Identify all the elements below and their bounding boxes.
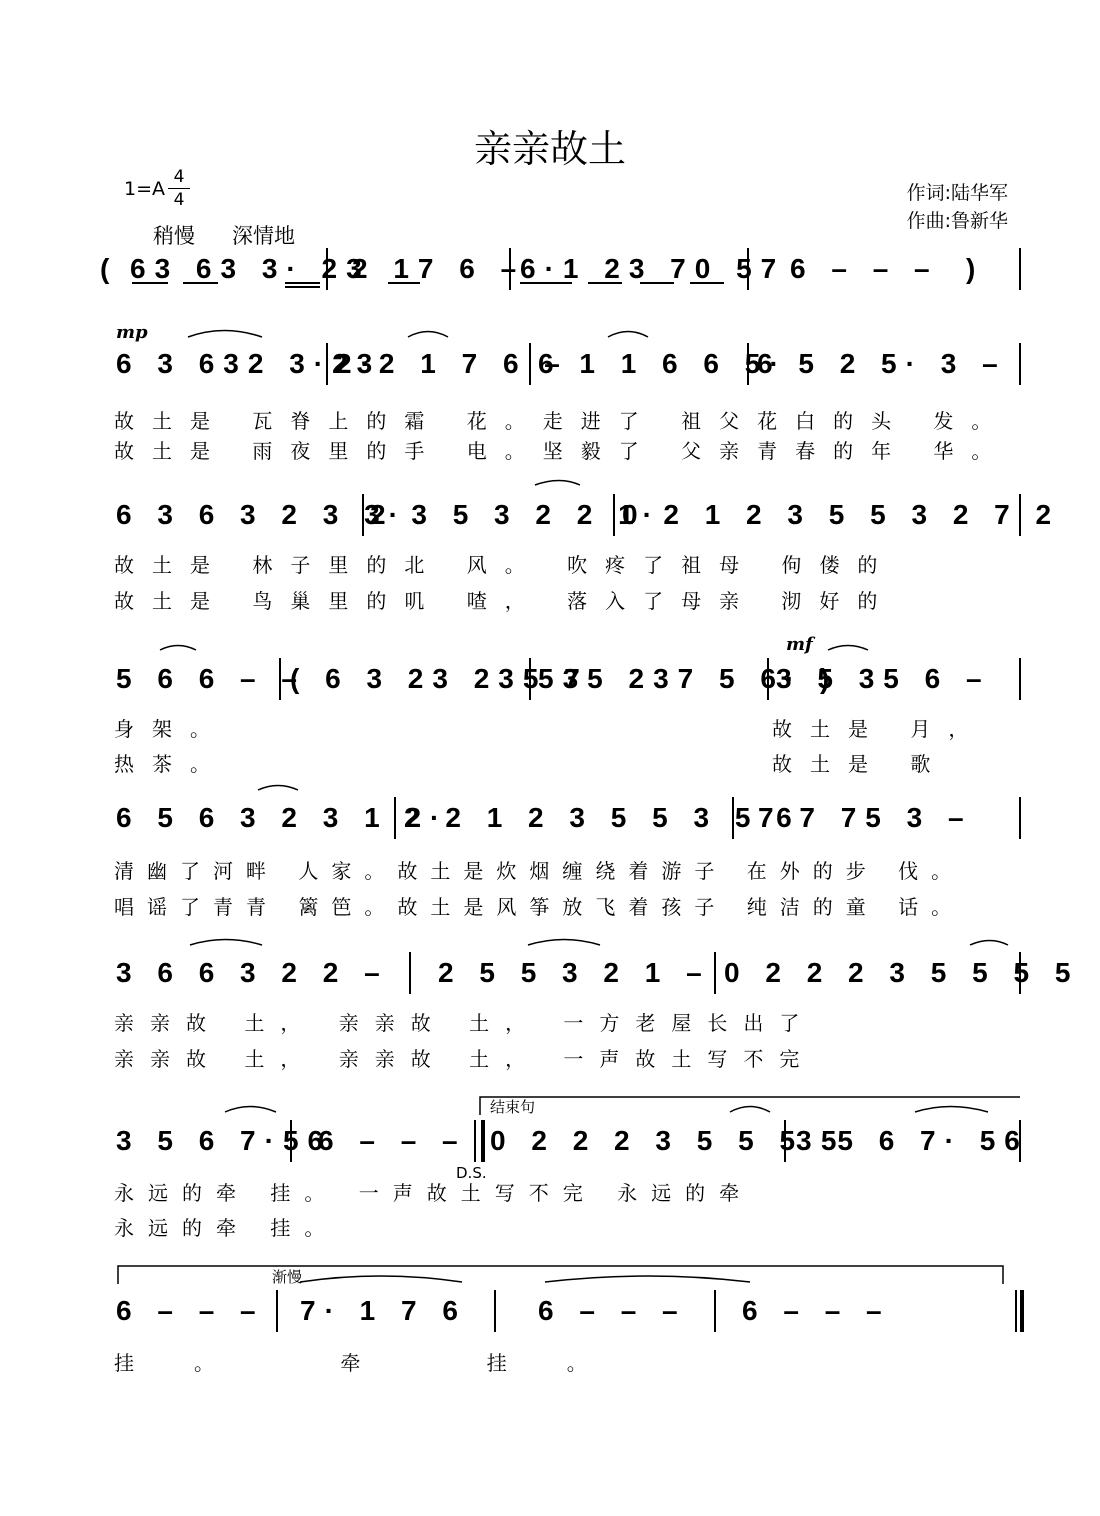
measure: 0 2 2 2 3 5 5 5 5 xyxy=(490,1125,846,1156)
lyric-line: 故土是 瓦脊上的霜 花。走进了 祖父花白的头 发。 xyxy=(114,409,1010,433)
measure: 0 2 2 2 3 5 5 5 5 xyxy=(724,957,1080,988)
measure: 2·2 1 7 6 – xyxy=(336,348,569,379)
lyric-line: 故土是 鸟巢里的叽 喳， 落入了母亲 沏好的 xyxy=(114,589,896,613)
measure: 6·1 23 70 57 xyxy=(520,253,786,284)
ds-label: D.S. xyxy=(456,1164,487,1182)
measure: 3 5 35 6 – xyxy=(776,663,991,694)
open-paren: ( xyxy=(100,253,119,284)
lyric-line: 故土是 歌 xyxy=(772,752,949,776)
measure: 6 5 2 5· 3 – xyxy=(757,348,1007,379)
lyric-line: 故土是 雨夜里的手 电。坚毅了 父亲青春的年 华。 xyxy=(114,439,1010,463)
measure: 6 – – – xyxy=(116,1295,265,1326)
measure: 7· 1 7 6 xyxy=(300,1295,467,1326)
tempo-speed: 稍慢 xyxy=(153,224,195,248)
key-signature: 1=A xyxy=(124,178,166,200)
ending-label: 结束句 xyxy=(490,1098,536,1116)
measure: 3 6 6 3 2 2 – xyxy=(116,957,389,988)
lyric-line: 永远的牵 挂。 xyxy=(114,1216,339,1240)
time-signature-bottom: 4 xyxy=(168,188,190,211)
measure: 7 7 75 3 – xyxy=(758,802,973,833)
lyric-line: 亲亲故 土， 亲亲故 土， 一声故土写不完 xyxy=(114,1047,816,1071)
measure: 63 63 3· 23 xyxy=(130,253,371,284)
measure: 6 3 6 3 2 3 3· xyxy=(116,499,408,530)
measure: 535 237 5 6· ) xyxy=(538,663,839,694)
lyric-line: 身架。 xyxy=(114,717,228,741)
measure: 6 – – – xyxy=(538,1295,687,1326)
measure: 6 – – – xyxy=(790,253,939,284)
measure: 2 17 6 – xyxy=(352,253,526,284)
measure: 3 5 6 7· 56 xyxy=(796,1125,1029,1156)
lyric-line: 故土是 月， xyxy=(772,717,987,741)
measure: 3 5 6 7·56 xyxy=(116,1125,333,1156)
measure: 2 5 5 3 2 1 – xyxy=(438,957,711,988)
lyric-line: 清幽了河畔 人家。故土是炊烟缠绕着游子 在外的步 伐。 xyxy=(114,859,965,883)
lyric-line: 唱谣了青青 篱笆。故土是风筝放飞着孩子 纯洁的童 话。 xyxy=(114,895,965,919)
close-paren: ) xyxy=(966,253,985,284)
measure: 6 – – – xyxy=(318,1125,467,1156)
time-signature xyxy=(168,166,190,211)
tempo-change: 渐慢 xyxy=(272,1268,303,1286)
measure: 5 6 6 – – xyxy=(116,663,306,694)
time-signature-top: 4 xyxy=(173,167,185,187)
dynamic-mark: mp xyxy=(116,322,148,343)
measure: 2 3 5 3 2 2 1· xyxy=(370,499,662,530)
lyric-line: 永远的牵 挂。 一声故土写不完 永远的牵 xyxy=(114,1181,754,1205)
measure: 6 1 1 6 6 5· xyxy=(538,348,788,379)
measure: ( 6 3 23 235 7 xyxy=(290,663,589,694)
measure: 6 3 632 3·23 xyxy=(116,348,382,379)
measure: 6 5 6 3 2 3 1 2· xyxy=(116,802,449,833)
measure: 0 2 1 2 3 5 5 3 2 7 2 xyxy=(622,499,1061,530)
measure: 6 – – – xyxy=(742,1295,891,1326)
lyric-line: 故土是 林子里的北 风。 吹疼了祖母 佝偻的 xyxy=(114,553,896,577)
measure: 2 2 1 2 3 5 5 3 5 6 xyxy=(404,802,801,833)
lyricist-credit: 作词:陆华军 xyxy=(906,182,1008,204)
tempo-expression: 深情地 xyxy=(232,224,295,248)
page-title: 亲亲故土 xyxy=(473,127,626,171)
composer-credit: 作曲:鲁新华 xyxy=(906,210,1008,232)
lyric-line: 亲亲故 土， 亲亲故 土， 一方老屋长出了 xyxy=(114,1011,816,1035)
lyric-line: 挂。 牵 挂。 xyxy=(114,1351,647,1375)
lyric-line: 热茶。 xyxy=(114,752,228,776)
dynamic-mark: mf xyxy=(786,634,813,655)
